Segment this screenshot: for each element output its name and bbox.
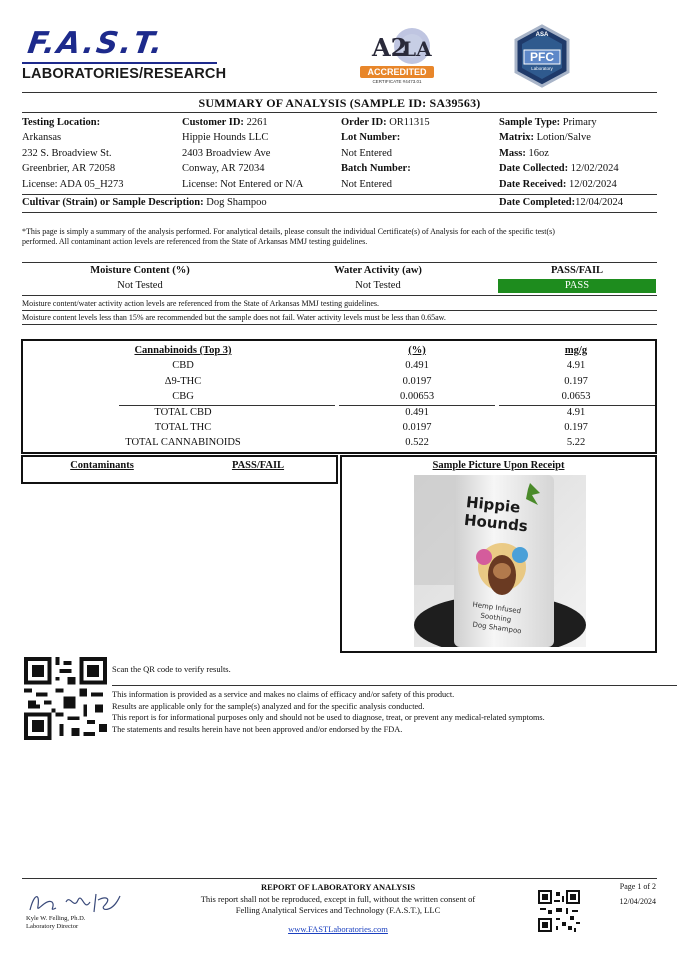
cannabinoid-name: CBD bbox=[172, 360, 194, 371]
mass bbox=[499, 148, 549, 159]
a2la-icon bbox=[358, 26, 436, 68]
report-line: Felling Analytical Services and Technology (F.A.S.T.), LLC bbox=[235, 905, 441, 915]
matrix-value: Lotion/Salve bbox=[536, 132, 591, 143]
date-completed-label: Date Completed: bbox=[499, 197, 576, 208]
total-name: TOTAL THC bbox=[154, 422, 212, 433]
page-number: Page 1 of 2 bbox=[619, 882, 656, 891]
matrix-label: Matrix: bbox=[499, 132, 534, 143]
accreditation-logo bbox=[358, 26, 436, 86]
svg-text:Hounds: Hounds bbox=[463, 510, 529, 536]
cultivar-bottom-rule bbox=[22, 212, 657, 213]
footer-qr-code-icon[interactable] bbox=[538, 890, 580, 932]
sample-picture-panel bbox=[340, 455, 657, 653]
sample-type bbox=[499, 117, 597, 128]
contaminants-header: Contaminants bbox=[70, 460, 134, 471]
testing-location-label: Testing Location: bbox=[22, 117, 101, 128]
testing-location-line: Arkansas bbox=[22, 132, 62, 143]
batch-number-label: Batch Number: bbox=[341, 163, 411, 174]
svg-text:Dog Shampoo: Dog Shampoo bbox=[472, 620, 523, 636]
svg-text:LA: LA bbox=[402, 37, 432, 61]
pass-badge: PASS bbox=[498, 279, 656, 293]
testing-location-line: Greenbrier, AR 72058 bbox=[22, 163, 116, 174]
water-activity-value: Not Tested bbox=[355, 280, 401, 291]
sample-photo bbox=[414, 475, 586, 647]
percent-header: (%) bbox=[408, 345, 426, 356]
moisture-note-bottom-rule bbox=[22, 324, 657, 325]
moisture-top-rule bbox=[22, 262, 657, 263]
total-percent: 0.0197 bbox=[402, 422, 432, 433]
total-name: TOTAL CBD bbox=[154, 407, 212, 418]
total-percent: 0.491 bbox=[405, 407, 429, 418]
moisture-bottom-rule bbox=[22, 295, 657, 296]
totals-rule-pct bbox=[339, 405, 495, 406]
website-row bbox=[180, 924, 496, 934]
cannabinoid-name: CBG bbox=[172, 391, 194, 402]
note-line: This information is provided as a service and makes no claims of efficacy and/or safety of this product. bbox=[112, 690, 455, 699]
qr-scan-text: Scan the QR code to verify results. bbox=[112, 664, 231, 674]
total-mg: 0.197 bbox=[564, 422, 588, 433]
date-completed bbox=[499, 197, 623, 208]
date-received-value: 12/02/2024 bbox=[568, 179, 617, 190]
report-notice bbox=[180, 882, 496, 917]
total-mg: 4.91 bbox=[566, 407, 586, 418]
svg-text:Soothing: Soothing bbox=[479, 611, 512, 624]
cannabinoid-percent: 0.0197 bbox=[402, 376, 432, 387]
total-name: TOTAL CANNABINOIDS bbox=[125, 437, 241, 448]
mg-per-g-header: mg/g bbox=[564, 345, 588, 356]
testing-location-line: License: ADA 05_H273 bbox=[22, 179, 124, 190]
page-title: SUMMARY OF ANALYSIS (SAMPLE ID: SA39563) bbox=[198, 96, 481, 110]
moisture-note-rule bbox=[22, 310, 657, 311]
svg-text:A2: A2 bbox=[372, 33, 408, 62]
cultivar-value: Dog Shampoo bbox=[206, 197, 267, 208]
fast-logo-letters: F.A.S.T. bbox=[25, 26, 167, 61]
totals-rule-name bbox=[119, 405, 335, 406]
matrix bbox=[499, 132, 591, 143]
disclaimer-line: performed. All contaminant action levels are referenced from the State of Arkansas MMJ testing guidelines. bbox=[22, 237, 368, 246]
pfc-sub-text: Laboratory bbox=[531, 66, 553, 71]
cannabinoid-name: Δ9-THC bbox=[164, 376, 202, 387]
fast-logo-subtitle: LABORATORIES/RESEARCH bbox=[22, 66, 227, 82]
notes-block bbox=[112, 689, 545, 735]
cannabinoids-header: Cannabinoids (Top 3) bbox=[134, 345, 232, 356]
lot-number-value: Not Entered bbox=[341, 148, 393, 159]
pass-fail-header: PASS/FAIL bbox=[550, 265, 604, 276]
water-activity-header: Water Activity (aw) bbox=[334, 265, 422, 276]
title-top-rule bbox=[22, 92, 657, 93]
verification-qr-code-icon[interactable] bbox=[24, 657, 107, 740]
cannabinoid-percent: 0.491 bbox=[405, 360, 429, 371]
cannabinoid-percent: 0.00653 bbox=[399, 391, 435, 402]
date-collected-label: Date Collected: bbox=[499, 163, 569, 174]
customer-line: Conway, AR 72034 bbox=[182, 163, 265, 174]
cannabinoids-table bbox=[21, 339, 657, 454]
svg-text:Hippie: Hippie bbox=[465, 493, 522, 517]
customer-id-value: 2261 bbox=[246, 117, 268, 128]
cultivar-top-rule bbox=[22, 194, 657, 195]
title-bottom-rule bbox=[22, 112, 657, 113]
mass-value: 16oz bbox=[528, 148, 549, 159]
website-link[interactable]: www.FASTLaboratories.com bbox=[288, 924, 388, 934]
footer-date: 12/04/2024 bbox=[619, 897, 656, 906]
cultivar bbox=[22, 197, 267, 208]
note-line: This report is for informational purposes only and should not be used to diagnose, treat, or prevent any medical-related symptoms. bbox=[112, 713, 545, 722]
date-completed-value: 12/04/2024 bbox=[575, 197, 623, 208]
date-collected bbox=[499, 163, 619, 174]
fast-logo-underline bbox=[22, 62, 217, 64]
disclaimer-line: *This page is simply a summary of the analysis performed. For analytical details, please consult the individual Certificate(s) of Analysis for each of the specific test(s) bbox=[22, 227, 555, 236]
accredited-band: ACCREDITED bbox=[360, 66, 434, 78]
signer-block bbox=[26, 915, 85, 931]
pfc-logo bbox=[512, 24, 572, 88]
signer-title: Laboratory Director bbox=[26, 923, 79, 930]
date-collected-value: 12/02/2024 bbox=[570, 163, 619, 174]
batch-number-value: Not Entered bbox=[341, 179, 393, 190]
total-percent: 0.522 bbox=[405, 437, 429, 448]
customer-line: 2403 Broadview Ave bbox=[182, 148, 271, 159]
order-id-value: OR11315 bbox=[389, 117, 430, 128]
date-received bbox=[499, 179, 617, 190]
fast-logo bbox=[22, 26, 227, 88]
customer-line: Hippie Hounds LLC bbox=[182, 132, 269, 143]
customer-id-label: Customer ID: bbox=[182, 117, 244, 128]
cultivar-label: Cultivar (Strain) or Sample Description: bbox=[22, 197, 204, 208]
pfc-top-text: ASA bbox=[535, 32, 549, 38]
svg-text:Hemp Infused: Hemp Infused bbox=[472, 600, 522, 616]
moisture-value: Not Tested bbox=[117, 280, 163, 291]
lot-number-label: Lot Number: bbox=[341, 132, 401, 143]
moisture-header: Moisture Content (%) bbox=[90, 265, 190, 276]
mass-label: Mass: bbox=[499, 148, 526, 159]
moisture-note: Moisture content levels less than 15% are recommended but the sample does not fail. Water activity levels must be less than 0.65aw. bbox=[22, 313, 446, 322]
note-line: The statements and results herein have not been approved and/or endorsed by the FDA. bbox=[112, 724, 403, 734]
order-id-label: Order ID: bbox=[341, 117, 387, 128]
accreditation-certificate: CERTIFICATE #4473.01 bbox=[372, 79, 422, 84]
pfc-text: PFC bbox=[530, 50, 554, 64]
report-title: REPORT OF LABORATORY ANALYSIS bbox=[260, 882, 416, 892]
date-received-label: Date Received: bbox=[499, 179, 567, 190]
totals-rule-mg bbox=[499, 405, 655, 406]
cannabinoid-mg: 0.0653 bbox=[561, 391, 591, 402]
footer-top-rule bbox=[22, 878, 657, 879]
order-id bbox=[341, 117, 430, 128]
testing-location-line: 232 S. Broadview St. bbox=[22, 148, 112, 159]
customer-id bbox=[182, 117, 268, 128]
cannabinoid-mg: 4.91 bbox=[566, 360, 586, 371]
contaminants-pass-header: PASS/FAIL bbox=[231, 460, 285, 471]
moisture-note: Moisture content/water activity action levels are referenced from the State of Arkansas MMJ testing guidelines. bbox=[22, 299, 379, 308]
report-line: This report shall not be reproduced, except in full, without the written consent of bbox=[200, 893, 476, 904]
director-signature-icon bbox=[26, 888, 126, 918]
total-mg: 5.22 bbox=[566, 437, 586, 448]
customer-line: License: Not Entered or N/A bbox=[182, 179, 304, 190]
note-line: Results are applicable only for the sample(s) analyzed and for the specific analysis conducted. bbox=[112, 701, 425, 711]
sample-picture-heading: Sample Picture Upon Receipt bbox=[432, 460, 565, 471]
notes-top-rule bbox=[112, 685, 677, 686]
signer-name: Kyle W. Felling, Ph.D. bbox=[26, 915, 86, 922]
cannabinoid-mg: 0.197 bbox=[564, 376, 588, 387]
sample-type-label: Sample Type: bbox=[499, 117, 561, 128]
contaminants-table bbox=[21, 455, 338, 484]
sample-type-value: Primary bbox=[562, 117, 597, 128]
